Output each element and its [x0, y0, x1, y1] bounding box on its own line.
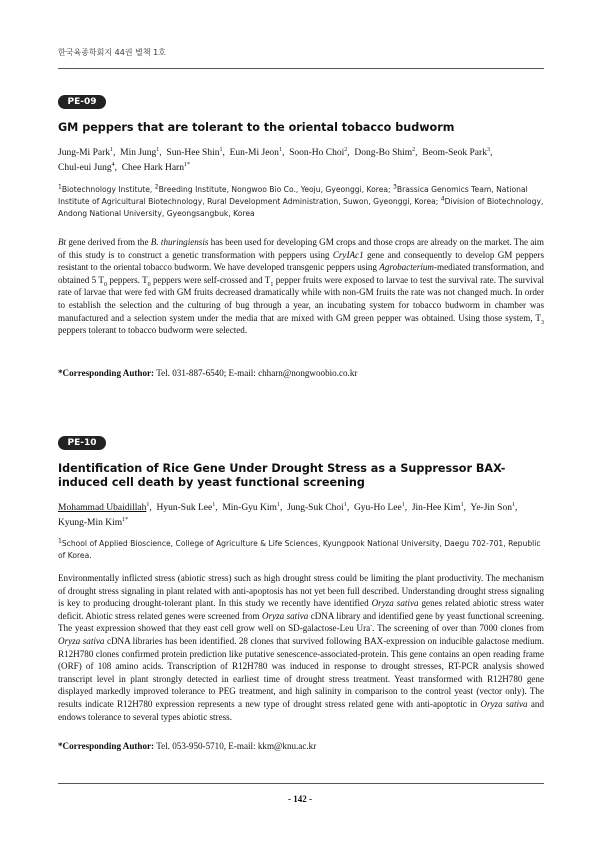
- author: Gyu-Ho Lee: [353, 503, 402, 513]
- author: Ye-Jin Son: [470, 503, 512, 513]
- author-affil-mark: 2: [344, 146, 348, 153]
- author-affil-mark: 4: [111, 161, 115, 168]
- abstract-body: Environmentally inflicted stress (abiotic stress) such as high drought stress could be limiting the plant productivity. The mechanism of drought stress signaling in plant related with anti-apoptosis has not yet been full described. Understanding drought stress signaling is key to producing drought-tolerant plant. In this study we recently have identified Oryza sativa genes related abiotic stress water deficit. Abiotic stress related genes were screened from Oryza sativa cDNA library and identified gene by yeast functional screening. The yeast expression showed that they east cell grow well on SD-galactose-Leu Ura-. The screening of over than 7000 clones from Oryza sativa cDNA libraries has been identified. 28 clones that survived following BAX-expression on inducible galactose medium. R12H780 clones confirmed protein prediction like putative senescence-associated-protein. This gene contains an open reading frame (ORF) of 108 amino acids. Transcription of R12H780 was induced in response to drought stresses, RT-PCR analysis showed transcript level in plant strongly detected in earliest time of drought stress treatment. Yeast transformed with R12H780 gene displayed markedly improved tolerance to PEG treatment, and high salinity in comparison to the control yeast (vector only). The results indicate R12H780 expression represents a new type of drought stress related gene with anti-apoptotic in Oryza sativa and endows tolerance to several types abiotic stress.: [58, 573, 545, 722]
- author-affil-mark: 2: [412, 146, 416, 153]
- author: Jung-Mi Park: [58, 148, 110, 158]
- page-number: - 142 -: [288, 794, 312, 804]
- author: Chul-eui Jung: [58, 163, 112, 173]
- running-header: 한국육종학회지 44권 별책 1호: [58, 48, 166, 57]
- affiliation-text: School of Applied Bioscience, College of Agriculture & Life Sciences, Kyungpook National University, Daegu 702-701, Republic of Korea.: [58, 539, 541, 560]
- affiliation-text: Division of Biotechnology, Andong National University, Gyeongsangbuk, Korea: [58, 197, 544, 218]
- author: Hyun-Suk Lee: [156, 503, 213, 513]
- affil-mark: 4: [440, 195, 445, 203]
- author-affil-mark: 1: [110, 146, 113, 153]
- author-affil-mark: 1: [219, 146, 223, 153]
- affiliations: [58, 184, 546, 220]
- affiliation-text: Brassica Genomics Team, National Institute of Agricultural Biotechnology, Rural Development Administration, Suwon, Gyeonggi, Korea;: [58, 185, 528, 206]
- abstract-body: Bt gene derived from the B. thuringiensis has been used for developing GM crops and those crops are already on the market. The aim of this study is to construct a genetic transformation with peppers using CryIAc1 gene and consequently to develop GM peppers resistant to the oriental tobacco budworm. We have developed transgenic peppers using Agrobacterium-mediated transformation, and obtained 5 $T_0$ peppers. $T_0$ peppers were self-crossed and $T_1$ pepper fruits were exposed to larvae to test the survival rate. The survival rate of larvae that were fed with GM fruits decreased dramatically while with non-GM fruits the rate was not changed much. In order to establish the selection and the culturing of bug through a year, an incubating system for tobacco budworm in chamber was manufactured and a selection system under the media that are mixed with GM green pepper was obtained. Using those system, $T_3$ peppers tolerant to tobacco budworm were selected.: [58, 237, 544, 336]
- corresponding-label: *Corresponding Author:: [58, 368, 155, 378]
- author: Jin-Hee Kim: [411, 503, 461, 513]
- author-list: Jung-Mi Park$^1$, Min Jung$^1$, Sun-Hee Shin$^1$, Eun-Mi Jeon$^1$, Soon-Ho Choi$^2$, Dong-Bo Shim$^2$, Beom-Seok Park$^3$, Chul-eui Jung$^4$, Chee Hark Harn$^{1*}$: [58, 146, 493, 173]
- abstract-id-badge: PE-10: [58, 436, 106, 450]
- author-affil-mark: 1: [278, 146, 282, 153]
- author-affil-mark: 1*: [122, 516, 129, 523]
- corresponding-contact: Tel. 031-887-6540; E-mail: chharn@nongwoobio.co.kr: [154, 368, 358, 378]
- affiliations: [58, 538, 546, 562]
- author: Min Jung: [120, 148, 157, 158]
- author: Jung-Suk Choi: [287, 503, 344, 513]
- corresponding-author: [58, 367, 544, 379]
- abstract-id-badge: PE-09: [58, 95, 106, 109]
- presenting-author: Mohammad Ubaidillah: [58, 503, 147, 513]
- author: Chee Hark Harn: [121, 163, 184, 173]
- author: Soon-Ho Choi: [289, 148, 345, 158]
- author: Sun-Hee Shin: [166, 148, 220, 158]
- author: Kyung-Min Kim: [58, 518, 123, 528]
- affil-mark: 1: [58, 183, 62, 191]
- corresponding-label: *Corresponding Author:: [58, 741, 155, 751]
- author-list: Mohammad Ubaidillah$^1$, Hyun-Suk Lee$^1$, Min-Gyu Kim$^1$, Jung-Suk Choi$^1$, Gyu-Ho Lee$^1$, Jin-Hee Kim$^1$, Ye-Jin Son$^1$, Kyung-Min Kim$^{1*}$: [58, 501, 518, 528]
- author: Eun-Mi Jeon: [229, 148, 279, 158]
- author-affil-mark: 1: [212, 501, 216, 508]
- footer-divider: [58, 783, 544, 784]
- affiliation-text: Biotechnology Institute,: [61, 185, 155, 194]
- author-affil-mark: 1: [343, 501, 347, 508]
- author: Min-Gyu Kim: [222, 503, 277, 513]
- abstract-title: GM peppers that are tolerant to the oriental tobacco budworm: [58, 121, 455, 134]
- author: Beom-Seok Park: [422, 148, 487, 158]
- affil-mark: 1: [58, 537, 62, 545]
- author-affil-mark: 1: [146, 501, 150, 508]
- author-affil-mark: 1: [276, 501, 280, 508]
- author: Dong-Bo Shim: [354, 148, 413, 158]
- corresponding-author: [58, 740, 544, 752]
- abstract-title: Identification of Rice Gene Under Drought Stress as a Suppressor BAX-induced cell death by yeast functional screening: [58, 462, 506, 489]
- affil-mark: 2: [154, 183, 159, 191]
- author-affil-mark: 3: [486, 146, 490, 153]
- corresponding-contact: Tel. 053-950-5710, E-mail: kkm@knu.ac.kr: [154, 741, 317, 751]
- author-affil-mark: 1*: [183, 161, 190, 168]
- author-affil-mark: 1: [460, 501, 464, 508]
- header-divider: [58, 68, 544, 69]
- author-affil-mark: 1: [511, 501, 515, 508]
- affiliation-text: Breeding Institute, Nongwoo Bio Co., Yeoju, Gyeonggi, Korea;: [158, 185, 394, 194]
- author-affil-mark: 1: [156, 146, 160, 153]
- author-affil-mark: 1: [401, 501, 405, 508]
- affil-mark: 3: [393, 183, 397, 191]
